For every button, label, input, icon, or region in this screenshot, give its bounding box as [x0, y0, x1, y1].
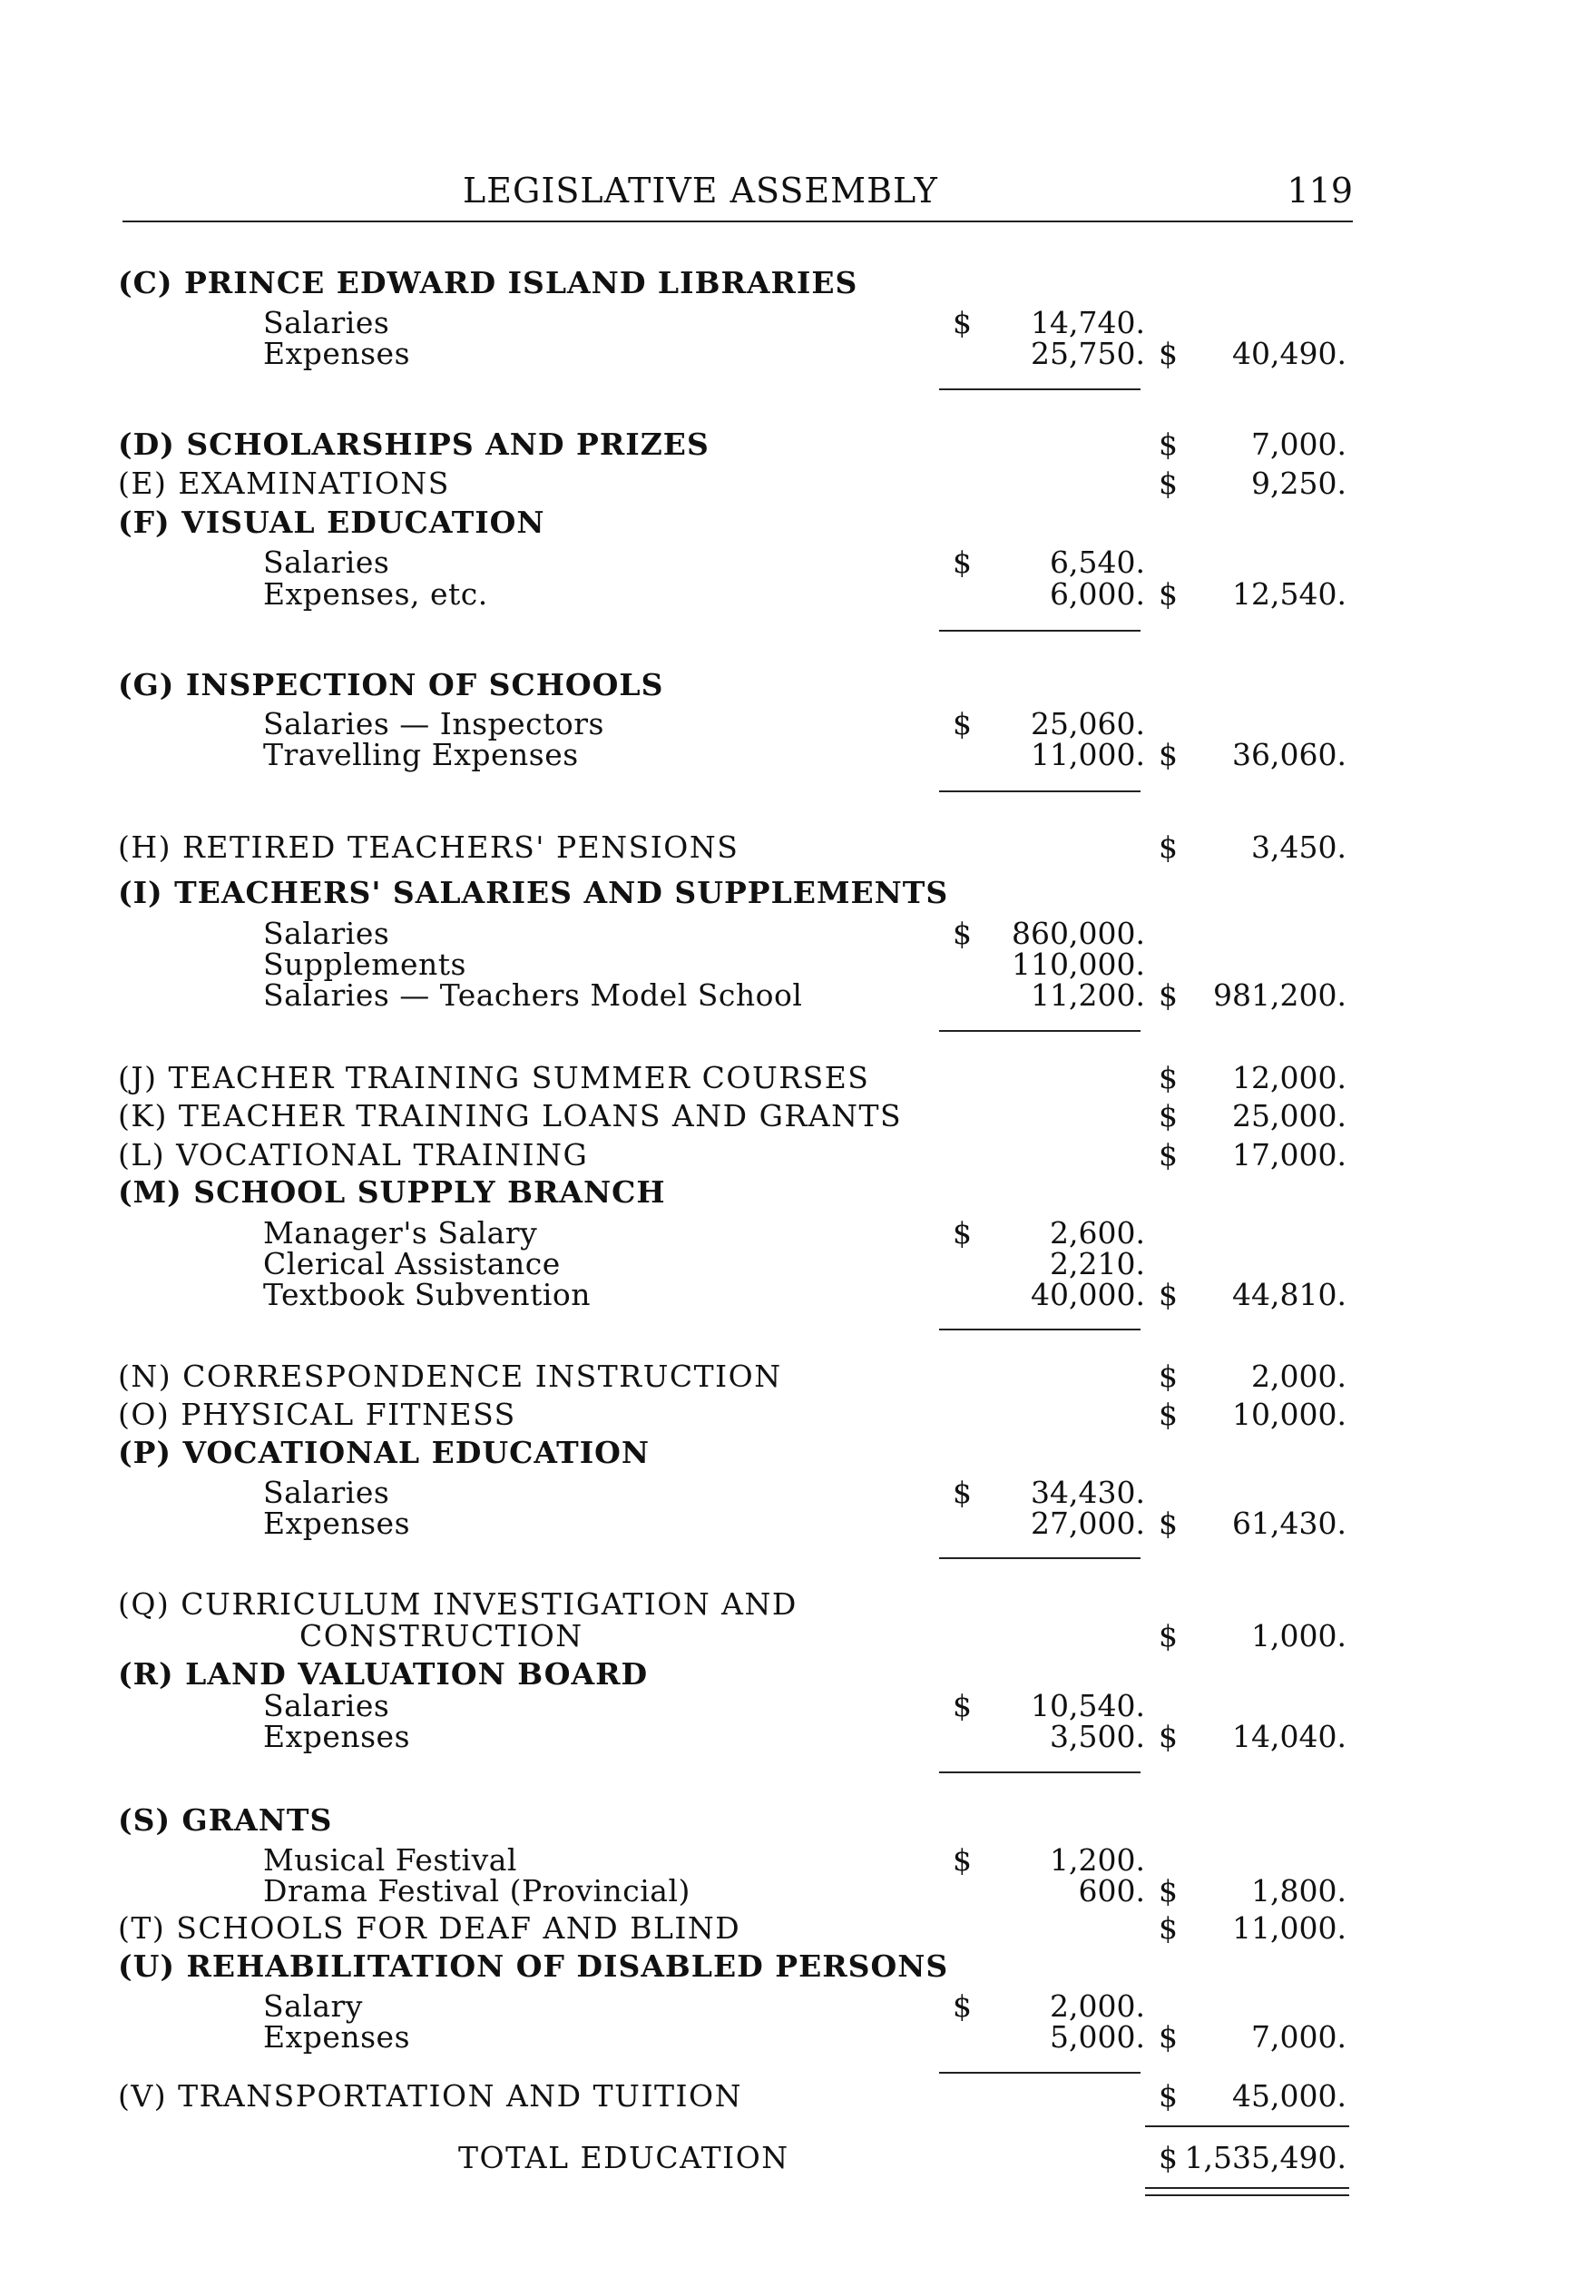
subtotal-rule — [939, 1557, 1141, 1559]
table-row — [0, 466, 1596, 502]
dollar-sign: $ — [1159, 1910, 1178, 1946]
line-item-detail: Salaries — [263, 1688, 390, 1723]
subtotal-rule — [939, 2072, 1141, 2074]
section-amount: 17,000. — [1232, 1137, 1346, 1173]
dollar-sign: $ — [953, 545, 972, 580]
line-item-heading: (U) REHABILITATION OF DISABLED PERSONS — [118, 1948, 949, 1984]
line-item-detail: Expenses — [263, 1506, 411, 1541]
line-item-detail: Travelling Expenses — [263, 737, 579, 772]
table-row — [0, 336, 1596, 372]
line-item-heading: (H) RETIRED TEACHERS' PENSIONS — [118, 829, 739, 865]
line-item-detail: Salaries — [263, 545, 390, 580]
detail-amount: 600. — [1078, 1873, 1145, 1908]
subtotal-rule — [939, 1771, 1141, 1773]
line-item-detail: Expenses, etc. — [263, 576, 488, 612]
line-item-heading: (P) VOCATIONAL EDUCATION — [118, 1435, 651, 1470]
detail-amount: 3,500. — [1050, 1719, 1145, 1754]
line-item-heading: (V) TRANSPORTATION AND TUITION — [118, 2078, 742, 2114]
table-row — [0, 1719, 1596, 1755]
line-item-heading: (N) CORRESPONDENCE INSTRUCTION — [118, 1359, 782, 1394]
line-item-detail: Salaries — [263, 1475, 390, 1510]
dollar-sign: $ — [953, 1988, 972, 2024]
section-amount: 44,810. — [1232, 1277, 1346, 1312]
line-item-detail: Clerical Assistance — [263, 1246, 561, 1281]
line-item-heading: (F) VISUAL EDUCATION — [118, 505, 545, 540]
subtotal-rule — [939, 790, 1141, 792]
detail-amount: 2,210. — [1050, 1246, 1145, 1281]
section-amount: 10,000. — [1232, 1397, 1346, 1432]
dollar-sign: $ — [1159, 1098, 1178, 1133]
line-item-heading: (O) PHYSICAL FITNESS — [118, 1397, 516, 1432]
detail-amount: 6,000. — [1050, 576, 1145, 612]
table-row — [0, 1277, 1596, 1313]
subtotal-rule — [939, 1329, 1141, 1330]
section-amount: 7,000. — [1251, 2019, 1346, 2055]
total-row — [0, 2140, 1596, 2176]
total-label: TOTAL EDUCATION — [458, 2140, 789, 2175]
table-row — [0, 1506, 1596, 1542]
dollar-sign: $ — [1159, 466, 1178, 501]
table-row — [0, 265, 1596, 301]
dollar-sign: $ — [1159, 2019, 1178, 2055]
dollar-sign: $ — [1159, 2140, 1178, 2175]
section-amount: 981,200. — [1213, 977, 1346, 1013]
subtotal-rule — [939, 1030, 1141, 1032]
dollar-sign: $ — [1159, 1060, 1178, 1095]
section-amount: 1,000. — [1251, 1618, 1346, 1653]
detail-amount: 110,000. — [1012, 947, 1145, 982]
section-amount: 1,800. — [1251, 1873, 1346, 1908]
table-row — [0, 505, 1596, 541]
detail-amount: 34,430. — [1031, 1475, 1145, 1510]
detail-amount: 860,000. — [1012, 916, 1145, 951]
line-item-detail: Salaries — Teachers Model School — [263, 977, 803, 1013]
table-row — [0, 1586, 1596, 1623]
line-item-heading: (Q) CURRICULUM INVESTIGATION AND — [118, 1586, 798, 1622]
section-amount: 45,000. — [1232, 2078, 1346, 2114]
line-item-heading: (S) GRANTS — [118, 1802, 333, 1838]
detail-amount: 25,060. — [1031, 706, 1145, 741]
subtotal-rule — [939, 630, 1141, 632]
section-amount: 12,540. — [1232, 576, 1346, 612]
line-item-heading: (J) TEACHER TRAINING SUMMER COURSES — [118, 1060, 870, 1095]
line-item-detail: Salaries — [263, 305, 390, 340]
table-row — [0, 667, 1596, 703]
dollar-sign: $ — [1159, 1618, 1178, 1653]
section-amount: 12,000. — [1232, 1060, 1346, 1095]
table-row — [0, 875, 1596, 911]
line-item-detail: Expenses — [263, 336, 411, 371]
section-amount: 36,060. — [1232, 737, 1346, 772]
table-row — [0, 1174, 1596, 1211]
dollar-sign: $ — [953, 1688, 972, 1723]
line-item-detail: Expenses — [263, 1719, 411, 1754]
line-item-heading: (T) SCHOOLS FOR DEAF AND BLIND — [118, 1910, 741, 1946]
detail-amount: 11,000. — [1031, 737, 1145, 772]
total-double-rule-bottom — [1145, 2194, 1349, 2196]
table-row — [0, 2019, 1596, 2056]
section-amount: 2,000. — [1251, 1359, 1346, 1394]
detail-amount: 27,000. — [1031, 1506, 1145, 1541]
line-item-heading: (D) SCHOLARSHIPS AND PRIZES — [118, 427, 710, 462]
line-item-heading: (K) TEACHER TRAINING LOANS AND GRANTS — [118, 1098, 903, 1133]
dollar-sign: $ — [1159, 829, 1178, 865]
dollar-sign: $ — [1159, 977, 1178, 1013]
line-item-detail: Drama Festival (Provincial) — [263, 1873, 690, 1908]
line-item-detail: Salaries — Inspectors — [263, 706, 604, 741]
page-number: 119 — [1287, 171, 1353, 211]
detail-amount: 14,740. — [1031, 305, 1145, 340]
dollar-sign: $ — [953, 1842, 972, 1878]
dollar-sign: $ — [1159, 1719, 1178, 1754]
section-amount: 7,000. — [1251, 427, 1346, 462]
table-row — [0, 1618, 1596, 1654]
dollar-sign: $ — [1159, 427, 1178, 462]
dollar-sign: $ — [1159, 1137, 1178, 1173]
table-row — [0, 1910, 1596, 1947]
dollar-sign: $ — [1159, 1397, 1178, 1432]
table-row — [0, 1397, 1596, 1433]
table-row — [0, 545, 1596, 581]
line-item-continuation: CONSTRUCTION — [299, 1618, 583, 1653]
section-amount: 14,040. — [1232, 1719, 1346, 1754]
line-item-heading: (L) VOCATIONAL TRAINING — [118, 1137, 589, 1173]
table-row — [0, 1137, 1596, 1173]
dollar-sign: $ — [1159, 576, 1178, 612]
detail-amount: 11,200. — [1031, 977, 1145, 1013]
line-item-heading: (C) PRINCE EDWARD ISLAND LIBRARIES — [118, 265, 858, 300]
line-item-heading: (M) SCHOOL SUPPLY BRANCH — [118, 1174, 666, 1210]
page-header-title: LEGISLATIVE ASSEMBLY — [463, 171, 938, 211]
dollar-sign: $ — [1159, 1277, 1178, 1312]
dollar-sign: $ — [953, 1215, 972, 1251]
detail-amount: 5,000. — [1050, 2019, 1145, 2055]
section-amount: 61,430. — [1232, 1506, 1346, 1541]
line-item-heading: (E) EXAMINATIONS — [118, 466, 450, 501]
table-row — [0, 829, 1596, 866]
table-row — [0, 1359, 1596, 1395]
line-item-heading: (G) INSPECTION OF SCHOOLS — [118, 667, 664, 702]
total-rule — [1145, 2125, 1349, 2127]
line-item-detail: Salaries — [263, 916, 390, 951]
detail-amount: 6,540. — [1050, 545, 1145, 580]
section-amount: 1,535,490. — [1184, 2140, 1346, 2175]
section-amount: 11,000. — [1232, 1910, 1346, 1946]
header-rule — [122, 221, 1353, 222]
section-amount: 40,490. — [1232, 336, 1346, 371]
table-row — [0, 427, 1596, 463]
line-item-detail: Salary — [263, 1988, 363, 2024]
table-row — [0, 1098, 1596, 1134]
dollar-sign: $ — [1159, 1506, 1178, 1541]
total-double-rule-top — [1145, 2187, 1349, 2189]
line-item-detail: Expenses — [263, 2019, 411, 2055]
detail-amount: 10,540. — [1031, 1688, 1145, 1723]
line-item-detail: Manager's Salary — [263, 1215, 538, 1251]
table-row — [0, 977, 1596, 1014]
dollar-sign: $ — [953, 1475, 972, 1510]
dollar-sign: $ — [1159, 2078, 1178, 2114]
table-row — [0, 1948, 1596, 1985]
section-amount: 3,450. — [1251, 829, 1346, 865]
line-item-heading: (I) TEACHERS' SALARIES AND SUPPLEMENTS — [118, 875, 949, 910]
line-item-detail: Supplements — [263, 947, 466, 982]
dollar-sign: $ — [1159, 737, 1178, 772]
dollar-sign: $ — [1159, 1359, 1178, 1394]
table-row — [0, 1060, 1596, 1096]
table-row — [0, 2078, 1596, 2114]
line-item-detail: Musical Festival — [263, 1842, 517, 1878]
table-row — [0, 576, 1596, 613]
detail-amount: 1,200. — [1050, 1842, 1145, 1878]
subtotal-rule — [939, 388, 1141, 390]
table-row — [0, 1802, 1596, 1839]
section-amount: 25,000. — [1232, 1098, 1346, 1133]
table-row — [0, 1435, 1596, 1471]
table-row — [0, 737, 1596, 773]
table-row — [0, 1873, 1596, 1909]
detail-amount: 25,750. — [1031, 336, 1145, 371]
line-item-heading: (R) LAND VALUATION BOARD — [118, 1656, 649, 1692]
line-item-detail: Textbook Subvention — [263, 1277, 592, 1312]
detail-amount: 40,000. — [1031, 1277, 1145, 1312]
dollar-sign: $ — [953, 916, 972, 951]
dollar-sign: $ — [1159, 336, 1178, 371]
dollar-sign: $ — [953, 305, 972, 340]
detail-amount: 2,600. — [1050, 1215, 1145, 1251]
section-amount: 9,250. — [1251, 466, 1346, 501]
detail-amount: 2,000. — [1050, 1988, 1145, 2024]
table-row — [0, 1656, 1596, 1693]
dollar-sign: $ — [953, 706, 972, 741]
dollar-sign: $ — [1159, 1873, 1178, 1908]
